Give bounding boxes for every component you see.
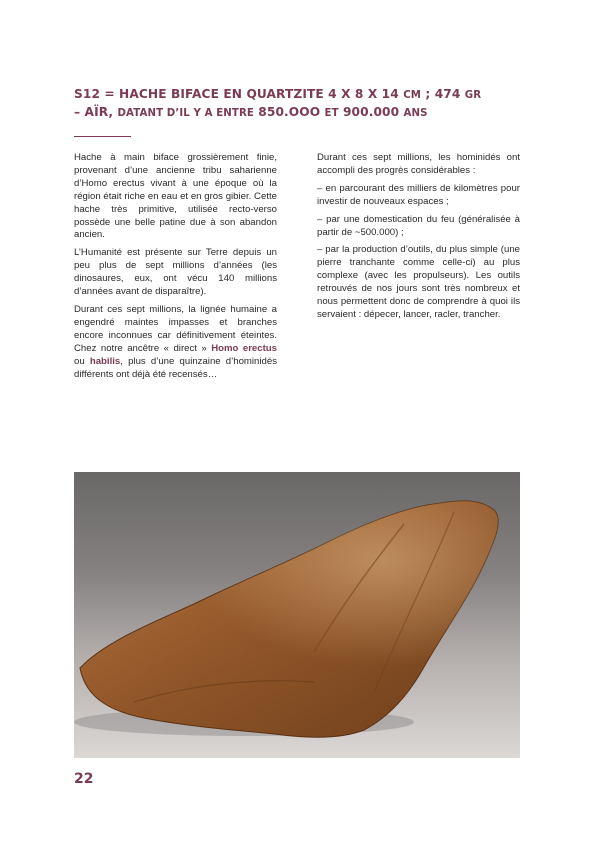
paragraph: Hache à main biface grossièrement finie, provenant d’une ancienne tribu saharienne d’Homo erectus vivant à une époque où la région était riche en eau et en gros gibier. Cette hache très primitive, utilisée recto-verso possède une belle patine due à son abandon ancien. [74, 152, 277, 241]
paragraph: L’Humanité est présente sur Terre depuis un peu plus de sept millions d’années (les dinosaures, eux, ont vécu 140 millions d’années avant de disparaître). [74, 247, 277, 298]
title-divider [74, 136, 131, 137]
highlight-term: Homo erectus [211, 342, 277, 354]
hand-axe-image [74, 472, 520, 758]
stone-highlight [80, 501, 498, 737]
hand-axe-photo [74, 472, 520, 758]
page-number: 22 [74, 771, 94, 787]
title-line-1: S12 = HACHE BIFACE EN QUARTZITE 4 X 8 X 14 CM ; 474 GR [74, 87, 482, 101]
paragraph: Durant ces sept millions, les hominidés ont accompli des progrès considérables : [317, 152, 520, 176]
paragraph: Durant ces sept millions, la lignée humaine a engendré maintes impasses et branches encore inconnues car définitivement éteintes. Chez notre ancêtre « direct » Homo erectus ou habilis, plus d’une quinzaine d’hominidés différents ont déjà été recensés… [74, 303, 277, 380]
list-item: – par une domestication du feu (généralisée à partir de ~500.000) ; [317, 213, 520, 238]
list-item: – par la production d’outils, du plus simple (une pierre tranchante comme celle-ci) au plus complexe (avec les propulseurs). Les outils retrouvés de nos jours sont très nombreux et nous permettent donc de comprendre à quoi ils servaient : dépecer, lancer, racler, trancher. [317, 244, 520, 320]
page-title [74, 86, 534, 122]
highlight-term: habilis [89, 355, 121, 367]
list-item: – en parcourant des milliers de kilomètres pour investir de nouveaux espaces ; [317, 182, 520, 207]
right-text-column [317, 152, 520, 327]
left-text-column [74, 152, 277, 386]
title-line-2: – AÏR, DATANT D’IL Y A ENTRE 850.OOO ET 900.000 ANS [74, 105, 428, 119]
